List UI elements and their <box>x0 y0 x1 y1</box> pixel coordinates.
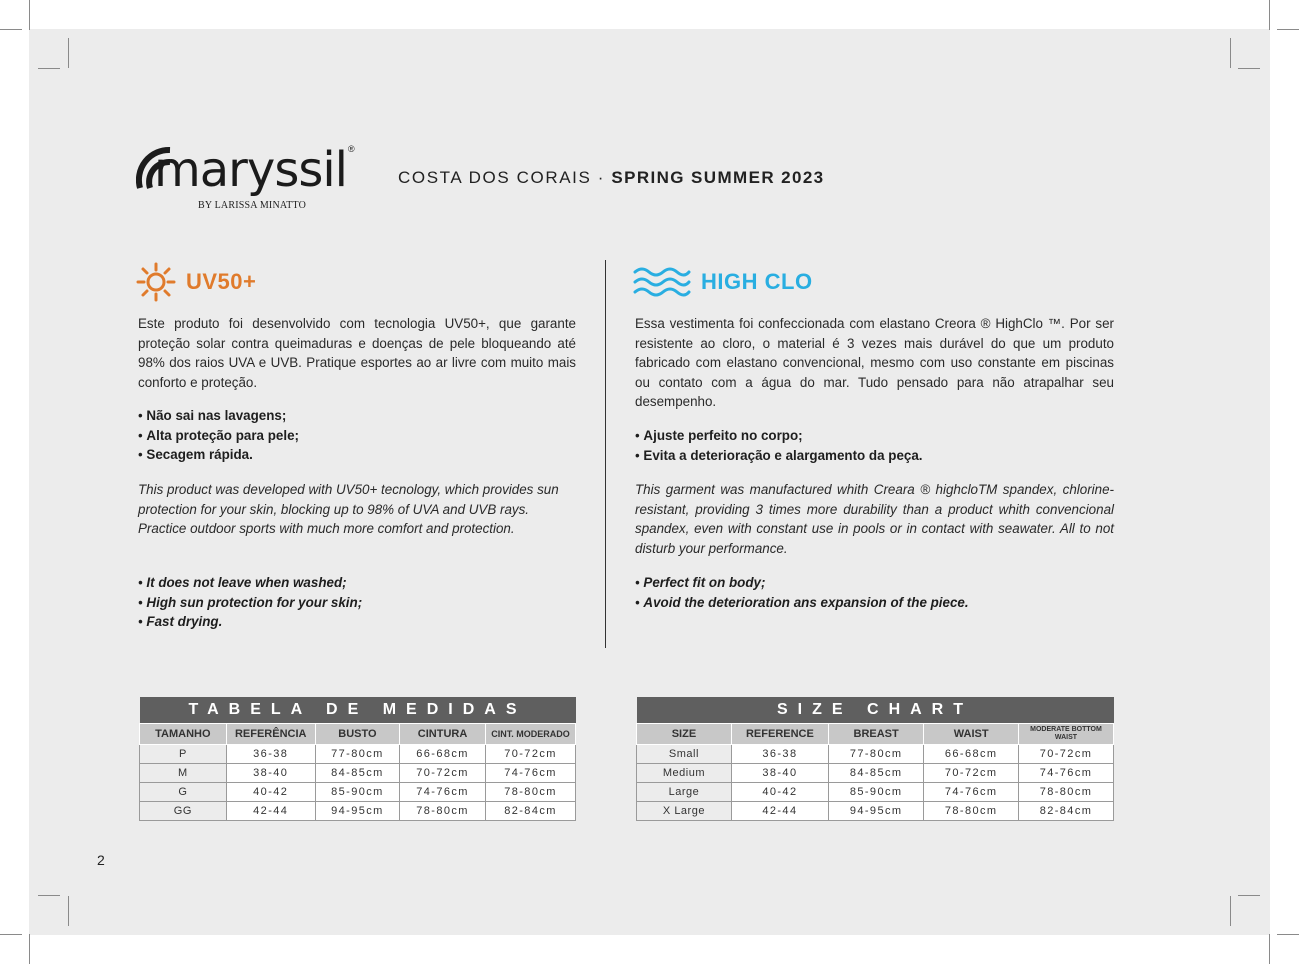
column-header: BUSTO <box>315 724 399 745</box>
table-cell: 70-72cm <box>1018 745 1113 764</box>
table-cell: 77-80cm <box>828 745 923 764</box>
table-cell: 74-76cm <box>400 783 486 802</box>
column-header: CINTURA <box>400 724 486 745</box>
list-item: • Alta proteção para pele; <box>138 426 576 446</box>
table-cell: 66-68cm <box>400 745 486 764</box>
waves-icon <box>633 266 691 298</box>
logo-byline: BY LARISSA MINATTO <box>198 200 307 211</box>
table-cell: Small <box>637 745 732 764</box>
size-table-en <box>636 697 1114 821</box>
column-header: TAMANHO <box>140 724 227 745</box>
highclo-heading <box>633 266 813 298</box>
table-cell: 70-72cm <box>924 764 1019 783</box>
table-row <box>140 783 576 802</box>
table-cell: 85-90cm <box>828 783 923 802</box>
table-cell: 78-80cm <box>924 802 1019 821</box>
crop-mark <box>68 38 69 68</box>
table-cell: 66-68cm <box>924 745 1019 764</box>
highclo-en-text: This garment was manufactured whith Creara ® highcloTM spandex, chlorine-resistant, providing 3 times more durability than a product whith convencional spandex, even with constant use in pools or in contact with seawater. All to not disturb your performance. <box>635 482 1114 556</box>
table-cell: 85-90cm <box>315 783 399 802</box>
table-cell: 42-44 <box>226 802 315 821</box>
table-cell: 84-85cm <box>315 764 399 783</box>
table-cell: 70-72cm <box>486 745 576 764</box>
sun-icon <box>136 262 176 302</box>
crop-mark <box>68 896 69 926</box>
column-header: REFERÊNCIA <box>226 724 315 745</box>
brand-logo <box>136 140 361 215</box>
table-cell: 74-76cm <box>486 764 576 783</box>
table-cell: G <box>140 783 227 802</box>
table-cell: Medium <box>637 764 732 783</box>
crop-mark <box>1230 896 1231 926</box>
crop-mark <box>38 895 60 896</box>
table-cell: 36-38 <box>731 745 828 764</box>
table-cell: 74-76cm <box>1018 764 1113 783</box>
crop-mark <box>1269 934 1270 964</box>
table-cell: 77-80cm <box>315 745 399 764</box>
table-row <box>637 802 1114 821</box>
table-cell: 78-80cm <box>400 802 486 821</box>
table-row <box>637 783 1114 802</box>
crop-mark <box>38 68 60 69</box>
column-divider <box>605 260 606 648</box>
logo-wordmark: maryssil <box>154 142 347 198</box>
table-cell: 40-42 <box>226 783 315 802</box>
highclo-title: HIGH CLO <box>701 269 813 294</box>
column-header: MODERATE BOTTOM WAIST <box>1018 724 1113 745</box>
table-cell: 84-85cm <box>828 764 923 783</box>
size-table-pt <box>139 697 576 821</box>
list-item: • Perfect fit on body; <box>635 573 1114 593</box>
crop-mark <box>0 29 22 30</box>
season-name: SPRING SUMMER 2023 <box>611 168 825 187</box>
registered-mark: ® <box>348 144 355 154</box>
table-cell: 94-95cm <box>828 802 923 821</box>
crop-mark <box>0 934 22 935</box>
table-row <box>140 764 576 783</box>
list-item: • Fast drying. <box>138 612 576 632</box>
uv-heading <box>136 262 256 302</box>
table-row <box>637 745 1114 764</box>
list-item: • Não sai nas lavagens; <box>138 406 576 426</box>
table-cell: 94-95cm <box>315 802 399 821</box>
page-number: 2 <box>97 852 105 868</box>
table-row <box>637 764 1114 783</box>
table-cell: 82-84cm <box>486 802 576 821</box>
table-cell: P <box>140 745 227 764</box>
table-cell: 70-72cm <box>400 764 486 783</box>
column-header: WAIST <box>924 724 1019 745</box>
list-item: • It does not leave when washed; <box>138 573 576 593</box>
table-cell: 74-76cm <box>924 783 1019 802</box>
column-header: SIZE <box>637 724 732 745</box>
highclo-en-bullets <box>635 573 1114 612</box>
list-item: • High sun protection for your skin; <box>138 593 576 613</box>
table-cell: M <box>140 764 227 783</box>
highclo-pt-bullets <box>635 426 1114 465</box>
crop-mark <box>1230 38 1231 68</box>
column-header: CINT. MODERADO <box>486 724 576 745</box>
uv-en-bullets <box>138 573 576 632</box>
table-cell: X Large <box>637 802 732 821</box>
column-header: REFERENCE <box>731 724 828 745</box>
table-cell: GG <box>140 802 227 821</box>
column-header: BREAST <box>828 724 923 745</box>
page-title <box>398 168 825 188</box>
table-cell: Large <box>637 783 732 802</box>
table-cell: 78-80cm <box>1018 783 1113 802</box>
table-caption: SIZE CHART <box>637 697 1114 724</box>
crop-mark <box>1238 68 1260 69</box>
crop-mark <box>29 0 30 30</box>
table-cell: 38-40 <box>226 764 315 783</box>
table-row <box>140 802 576 821</box>
crop-mark <box>1269 0 1270 30</box>
table-cell: 42-44 <box>731 802 828 821</box>
uv-pt-bullets <box>138 406 576 465</box>
table-cell: 38-40 <box>731 764 828 783</box>
table-cell: 78-80cm <box>486 783 576 802</box>
list-item: • Avoid the deterioration ans expansion of the piece. <box>635 593 1114 613</box>
list-item: • Secagem rápida. <box>138 445 576 465</box>
table-cell: 36-38 <box>226 745 315 764</box>
crop-mark <box>1277 934 1299 935</box>
crop-mark <box>1238 895 1260 896</box>
table-row <box>140 745 576 764</box>
table-caption: TABELA DE MEDIDAS <box>140 697 576 724</box>
table-cell: 82-84cm <box>1018 802 1113 821</box>
uv-en-text: This product was developed with UV50+ tecnology, which provides sun protection for your skin, blocking up to 98% of UVA and UVB rays. Practice outdoor sports with much more comfort and protection. <box>138 482 559 536</box>
highclo-pt-text: Essa vestimenta foi confeccionada com elastano Creora ® HighClo ™. Por ser resistente ao cloro, o material é 3 vezes mais durável do que um produto fabricado com elastano convencional, mesmo com uso constante em piscinas ou contato com a água do mar. Tudo pensado para não atrapalhar seu desempenho. <box>635 316 1114 409</box>
list-item: • Ajuste perfeito no corpo; <box>635 426 1114 446</box>
uv-pt-text: Este produto foi desenvolvido com tecnologia UV50+, que garante proteção solar contra queimaduras e doenças de pele bloqueando até 98% dos raios UVA e UVB. Pratique esportes ao ar livre com muito mais conforto e proteção. <box>138 316 576 390</box>
list-item: • Evita a deterioração e alargamento da peça. <box>635 446 1114 466</box>
crop-mark <box>1277 29 1299 30</box>
collection-name: COSTA DOS CORAIS · <box>398 168 606 187</box>
table-cell: 40-42 <box>731 783 828 802</box>
crop-mark <box>29 934 30 964</box>
uv-title: UV50+ <box>186 269 257 294</box>
